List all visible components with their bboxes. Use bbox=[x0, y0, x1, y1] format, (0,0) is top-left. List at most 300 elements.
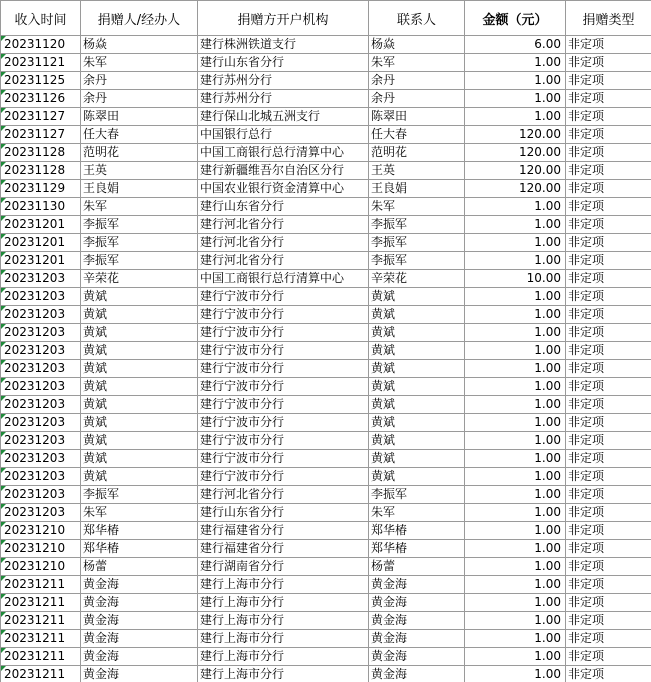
cell-date[interactable] bbox=[1, 378, 81, 396]
cell-date-text: 20231203 bbox=[4, 415, 66, 429]
cell-bank[interactable]: 建行苏州分行 bbox=[198, 72, 369, 90]
cell-type[interactable]: 非定项 bbox=[566, 612, 651, 630]
cell-date[interactable] bbox=[1, 144, 81, 162]
cell-type[interactable]: 非定项 bbox=[566, 630, 651, 648]
cell-bank[interactable]: 建行上海市分行 bbox=[198, 666, 369, 682]
cell-contact[interactable]: 李振军 bbox=[369, 486, 465, 504]
cell-type[interactable]: 非定项 bbox=[566, 468, 651, 486]
cell-date[interactable] bbox=[1, 540, 81, 558]
table-row bbox=[1, 216, 651, 234]
cell-donor[interactable]: 李振军 bbox=[81, 216, 198, 234]
cell-donor[interactable]: 王良娟 bbox=[81, 180, 198, 198]
number-as-text-marker-icon bbox=[1, 36, 6, 41]
cell-date[interactable] bbox=[1, 450, 81, 468]
cell-amount[interactable]: 1.00 bbox=[465, 216, 566, 234]
table-row bbox=[1, 162, 651, 180]
number-as-text-marker-icon bbox=[1, 522, 6, 527]
cell-date-text: 20231203 bbox=[4, 307, 66, 321]
number-as-text-marker-icon bbox=[1, 360, 6, 365]
number-as-text-marker-icon bbox=[1, 90, 6, 95]
number-as-text-marker-icon bbox=[1, 144, 6, 149]
cell-contact[interactable]: 余丹 bbox=[369, 72, 465, 90]
cell-amount[interactable]: 120.00 bbox=[465, 180, 566, 198]
number-as-text-marker-icon bbox=[1, 342, 6, 347]
number-as-text-marker-icon bbox=[1, 504, 6, 509]
cell-date[interactable] bbox=[1, 54, 81, 72]
cell-date[interactable] bbox=[1, 432, 81, 450]
cell-amount[interactable]: 1.00 bbox=[465, 54, 566, 72]
number-as-text-marker-icon bbox=[1, 180, 6, 185]
cell-donor[interactable]: 黄金海 bbox=[81, 576, 198, 594]
table-row bbox=[1, 486, 651, 504]
cell-contact[interactable]: 李振军 bbox=[369, 234, 465, 252]
cell-amount[interactable]: 1.00 bbox=[465, 360, 566, 378]
cell-date-text: 20231203 bbox=[4, 379, 66, 393]
cell-bank[interactable]: 中国银行总行 bbox=[198, 126, 369, 144]
cell-type[interactable]: 非定项 bbox=[566, 540, 651, 558]
cell-type[interactable]: 非定项 bbox=[566, 414, 651, 432]
cell-bank[interactable]: 建行宁波市分行 bbox=[198, 414, 369, 432]
cell-type[interactable]: 非定项 bbox=[566, 396, 651, 414]
cell-date-text: 20231203 bbox=[4, 397, 66, 411]
cell-date[interactable] bbox=[1, 216, 81, 234]
cell-donor[interactable]: 郑华椿 bbox=[81, 540, 198, 558]
cell-date[interactable] bbox=[1, 486, 81, 504]
cell-bank[interactable]: 建行宁波市分行 bbox=[198, 306, 369, 324]
cell-amount[interactable]: 120.00 bbox=[465, 144, 566, 162]
cell-amount[interactable]: 1.00 bbox=[465, 666, 566, 682]
cell-amount[interactable]: 120.00 bbox=[465, 126, 566, 144]
cell-type[interactable]: 非定项 bbox=[566, 270, 651, 288]
cell-date-text: 20231203 bbox=[4, 289, 66, 303]
cell-bank[interactable]: 建行福建省分行 bbox=[198, 522, 369, 540]
cell-contact[interactable]: 杨蕾 bbox=[369, 558, 465, 576]
cell-date[interactable] bbox=[1, 558, 81, 576]
cell-contact[interactable]: 余丹 bbox=[369, 90, 465, 108]
cell-contact[interactable]: 郑华椿 bbox=[369, 522, 465, 540]
cell-type[interactable]: 非定项 bbox=[566, 666, 651, 682]
cell-contact[interactable]: 朱军 bbox=[369, 54, 465, 72]
cell-amount[interactable]: 1.00 bbox=[465, 648, 566, 666]
cell-date[interactable] bbox=[1, 612, 81, 630]
cell-donor[interactable]: 陈翠田 bbox=[81, 108, 198, 126]
cell-amount[interactable]: 1.00 bbox=[465, 432, 566, 450]
cell-date[interactable] bbox=[1, 306, 81, 324]
cell-amount[interactable]: 1.00 bbox=[465, 468, 566, 486]
cell-contact[interactable]: 王良娟 bbox=[369, 180, 465, 198]
cell-date-text: 20231121 bbox=[4, 55, 66, 69]
cell-amount[interactable]: 1.00 bbox=[465, 576, 566, 594]
cell-date-text: 20231203 bbox=[4, 361, 66, 375]
cell-date[interactable] bbox=[1, 648, 81, 666]
cell-type[interactable]: 非定项 bbox=[566, 522, 651, 540]
table-row bbox=[1, 252, 651, 270]
table-row bbox=[1, 342, 651, 360]
cell-bank[interactable]: 建行株洲铁道支行 bbox=[198, 36, 369, 54]
table-row bbox=[1, 630, 651, 648]
cell-bank[interactable]: 建行上海市分行 bbox=[198, 630, 369, 648]
cell-bank[interactable]: 建行湖南省分行 bbox=[198, 558, 369, 576]
cell-date[interactable] bbox=[1, 342, 81, 360]
cell-donor[interactable]: 朱军 bbox=[81, 504, 198, 522]
cell-date-text: 20231126 bbox=[4, 91, 66, 105]
cell-donor[interactable]: 黄斌 bbox=[81, 306, 198, 324]
number-as-text-marker-icon bbox=[1, 108, 6, 113]
cell-contact[interactable]: 黄斌 bbox=[369, 378, 465, 396]
cell-bank[interactable]: 中国农业银行资金清算中心 bbox=[198, 180, 369, 198]
number-as-text-marker-icon bbox=[1, 162, 6, 167]
cell-amount[interactable]: 1.00 bbox=[465, 504, 566, 522]
table-row bbox=[1, 504, 651, 522]
cell-donor[interactable]: 李振军 bbox=[81, 486, 198, 504]
header-donor[interactable]: 捐赠人/经办人 bbox=[81, 1, 198, 36]
cell-donor[interactable]: 李振军 bbox=[81, 252, 198, 270]
cell-date-text: 20231203 bbox=[4, 433, 66, 447]
cell-date-text: 20231203 bbox=[4, 325, 66, 339]
cell-amount[interactable]: 1.00 bbox=[465, 324, 566, 342]
cell-contact[interactable]: 杨焱 bbox=[369, 36, 465, 54]
number-as-text-marker-icon bbox=[1, 252, 6, 257]
cell-amount[interactable]: 1.00 bbox=[465, 378, 566, 396]
cell-contact[interactable]: 陈翠田 bbox=[369, 108, 465, 126]
cell-type[interactable]: 非定项 bbox=[566, 198, 651, 216]
table-row bbox=[1, 360, 651, 378]
cell-bank[interactable]: 建行河北省分行 bbox=[198, 216, 369, 234]
number-as-text-marker-icon bbox=[1, 126, 6, 131]
number-as-text-marker-icon bbox=[1, 198, 6, 203]
cell-date[interactable] bbox=[1, 324, 81, 342]
cell-donor[interactable]: 黄金海 bbox=[81, 612, 198, 630]
cell-type[interactable]: 非定项 bbox=[566, 594, 651, 612]
table-row bbox=[1, 180, 651, 198]
cell-date-text: 20231211 bbox=[4, 577, 66, 591]
cell-contact[interactable]: 黄斌 bbox=[369, 360, 465, 378]
cell-contact[interactable]: 任大春 bbox=[369, 126, 465, 144]
table-row bbox=[1, 648, 651, 666]
cell-amount[interactable]: 6.00 bbox=[465, 36, 566, 54]
cell-date[interactable] bbox=[1, 36, 81, 54]
cell-contact[interactable]: 黄金海 bbox=[369, 576, 465, 594]
cell-date[interactable] bbox=[1, 162, 81, 180]
cell-bank[interactable]: 建行宁波市分行 bbox=[198, 378, 369, 396]
number-as-text-marker-icon bbox=[1, 234, 6, 239]
cell-amount[interactable]: 1.00 bbox=[465, 342, 566, 360]
cell-bank[interactable]: 建行宁波市分行 bbox=[198, 450, 369, 468]
cell-type[interactable]: 非定项 bbox=[566, 126, 651, 144]
cell-type[interactable]: 非定项 bbox=[566, 54, 651, 72]
cell-contact[interactable]: 黄金海 bbox=[369, 594, 465, 612]
cell-type[interactable]: 非定项 bbox=[566, 576, 651, 594]
table-row bbox=[1, 288, 651, 306]
cell-date-text: 20231203 bbox=[4, 451, 66, 465]
cell-contact[interactable]: 李振军 bbox=[369, 252, 465, 270]
cell-contact[interactable]: 黄斌 bbox=[369, 306, 465, 324]
cell-bank[interactable]: 建行河北省分行 bbox=[198, 252, 369, 270]
cell-donor[interactable]: 余丹 bbox=[81, 72, 198, 90]
cell-contact[interactable]: 范明花 bbox=[369, 144, 465, 162]
cell-amount[interactable]: 1.00 bbox=[465, 540, 566, 558]
cell-bank[interactable]: 建行宁波市分行 bbox=[198, 396, 369, 414]
cell-amount[interactable]: 1.00 bbox=[465, 72, 566, 90]
cell-amount[interactable]: 1.00 bbox=[465, 594, 566, 612]
cell-type[interactable]: 非定项 bbox=[566, 36, 651, 54]
cell-date[interactable] bbox=[1, 594, 81, 612]
cell-date[interactable] bbox=[1, 234, 81, 252]
cell-donor[interactable]: 朱军 bbox=[81, 54, 198, 72]
cell-donor[interactable]: 李振军 bbox=[81, 234, 198, 252]
number-as-text-marker-icon bbox=[1, 378, 6, 383]
cell-contact[interactable]: 黄斌 bbox=[369, 450, 465, 468]
cell-type[interactable]: 非定项 bbox=[566, 234, 651, 252]
cell-date[interactable] bbox=[1, 126, 81, 144]
cell-donor[interactable]: 任大春 bbox=[81, 126, 198, 144]
cell-type[interactable]: 非定项 bbox=[566, 162, 651, 180]
header-bank[interactable]: 捐赠方开户机构 bbox=[198, 1, 369, 36]
cell-contact[interactable]: 黄斌 bbox=[369, 324, 465, 342]
cell-date-text: 20231203 bbox=[4, 271, 66, 285]
number-as-text-marker-icon bbox=[1, 54, 6, 59]
cell-date[interactable] bbox=[1, 396, 81, 414]
cell-contact[interactable]: 黄金海 bbox=[369, 612, 465, 630]
number-as-text-marker-icon bbox=[1, 576, 6, 581]
table-row bbox=[1, 270, 651, 288]
cell-type[interactable]: 非定项 bbox=[566, 90, 651, 108]
cell-bank[interactable]: 建行宁波市分行 bbox=[198, 360, 369, 378]
table-row bbox=[1, 558, 651, 576]
cell-date[interactable] bbox=[1, 630, 81, 648]
cell-bank[interactable]: 建行宁波市分行 bbox=[198, 288, 369, 306]
table-row bbox=[1, 324, 651, 342]
cell-donor[interactable]: 黄金海 bbox=[81, 666, 198, 682]
cell-date[interactable] bbox=[1, 522, 81, 540]
cell-date[interactable] bbox=[1, 180, 81, 198]
cell-date[interactable] bbox=[1, 198, 81, 216]
cell-donor[interactable]: 余丹 bbox=[81, 90, 198, 108]
cell-donor[interactable]: 黄斌 bbox=[81, 414, 198, 432]
cell-date-text: 20231201 bbox=[4, 217, 66, 231]
cell-amount[interactable]: 1.00 bbox=[465, 90, 566, 108]
cell-donor[interactable]: 辛荣花 bbox=[81, 270, 198, 288]
cell-bank[interactable]: 建行河北省分行 bbox=[198, 234, 369, 252]
cell-date-text: 20231211 bbox=[4, 613, 66, 627]
header-date[interactable]: 收入时间 bbox=[1, 1, 81, 36]
table-row bbox=[1, 144, 651, 162]
cell-date-text: 20231210 bbox=[4, 523, 66, 537]
table-row bbox=[1, 198, 651, 216]
table-row bbox=[1, 72, 651, 90]
cell-type[interactable]: 非定项 bbox=[566, 432, 651, 450]
cell-contact[interactable]: 黄金海 bbox=[369, 666, 465, 682]
cell-donor[interactable]: 黄斌 bbox=[81, 360, 198, 378]
number-as-text-marker-icon bbox=[1, 612, 6, 617]
header-type[interactable]: 捐赠类型 bbox=[566, 1, 651, 36]
cell-contact[interactable]: 郑华椿 bbox=[369, 540, 465, 558]
cell-donor[interactable]: 黄斌 bbox=[81, 450, 198, 468]
cell-donor[interactable]: 杨蕾 bbox=[81, 558, 198, 576]
table-row bbox=[1, 378, 651, 396]
cell-contact[interactable]: 黄斌 bbox=[369, 414, 465, 432]
cell-type[interactable]: 非定项 bbox=[566, 108, 651, 126]
cell-date[interactable] bbox=[1, 666, 81, 682]
cell-donor[interactable]: 王英 bbox=[81, 162, 198, 180]
cell-amount[interactable]: 1.00 bbox=[465, 486, 566, 504]
header-row bbox=[1, 1, 651, 36]
table-body bbox=[1, 36, 651, 682]
cell-contact[interactable]: 黄斌 bbox=[369, 468, 465, 486]
cell-type[interactable]: 非定项 bbox=[566, 504, 651, 522]
cell-amount[interactable]: 1.00 bbox=[465, 450, 566, 468]
cell-amount[interactable]: 1.00 bbox=[465, 252, 566, 270]
cell-amount[interactable]: 1.00 bbox=[465, 558, 566, 576]
cell-donor[interactable]: 黄金海 bbox=[81, 630, 198, 648]
cell-bank[interactable]: 建行上海市分行 bbox=[198, 612, 369, 630]
cell-amount[interactable]: 1.00 bbox=[465, 522, 566, 540]
cell-amount[interactable]: 1.00 bbox=[465, 108, 566, 126]
cell-contact[interactable]: 朱军 bbox=[369, 198, 465, 216]
cell-bank[interactable]: 建行福建省分行 bbox=[198, 540, 369, 558]
cell-amount[interactable]: 1.00 bbox=[465, 630, 566, 648]
table-row bbox=[1, 666, 651, 682]
cell-date[interactable] bbox=[1, 288, 81, 306]
cell-bank[interactable]: 建行河北省分行 bbox=[198, 486, 369, 504]
cell-donor[interactable]: 黄斌 bbox=[81, 432, 198, 450]
cell-date-text: 20231203 bbox=[4, 343, 66, 357]
cell-type[interactable]: 非定项 bbox=[566, 288, 651, 306]
cell-donor[interactable]: 朱军 bbox=[81, 198, 198, 216]
table-row bbox=[1, 396, 651, 414]
cell-donor[interactable]: 黄斌 bbox=[81, 468, 198, 486]
cell-donor[interactable]: 黄斌 bbox=[81, 342, 198, 360]
cell-type[interactable]: 非定项 bbox=[566, 648, 651, 666]
cell-donor[interactable]: 黄斌 bbox=[81, 378, 198, 396]
cell-type[interactable]: 非定项 bbox=[566, 306, 651, 324]
cell-bank[interactable]: 建行上海市分行 bbox=[198, 648, 369, 666]
cell-date[interactable] bbox=[1, 90, 81, 108]
cell-type[interactable]: 非定项 bbox=[566, 252, 651, 270]
cell-contact[interactable]: 黄斌 bbox=[369, 396, 465, 414]
cell-contact[interactable]: 黄金海 bbox=[369, 648, 465, 666]
cell-bank[interactable]: 建行新疆维吾尔自治区分行 bbox=[198, 162, 369, 180]
cell-date[interactable] bbox=[1, 252, 81, 270]
cell-type[interactable]: 非定项 bbox=[566, 180, 651, 198]
cell-amount[interactable]: 10.00 bbox=[465, 270, 566, 288]
cell-contact[interactable]: 王英 bbox=[369, 162, 465, 180]
cell-bank[interactable]: 中国工商银行总行清算中心 bbox=[198, 270, 369, 288]
cell-date-text: 20231129 bbox=[4, 181, 66, 195]
table-row bbox=[1, 594, 651, 612]
cell-contact[interactable]: 李振军 bbox=[369, 216, 465, 234]
cell-type[interactable]: 非定项 bbox=[566, 216, 651, 234]
cell-date[interactable] bbox=[1, 72, 81, 90]
table-row bbox=[1, 468, 651, 486]
cell-type[interactable]: 非定项 bbox=[566, 360, 651, 378]
cell-type[interactable]: 非定项 bbox=[566, 144, 651, 162]
number-as-text-marker-icon bbox=[1, 594, 6, 599]
cell-contact[interactable]: 黄斌 bbox=[369, 432, 465, 450]
cell-date[interactable] bbox=[1, 504, 81, 522]
cell-date[interactable] bbox=[1, 108, 81, 126]
cell-bank[interactable]: 建行苏州分行 bbox=[198, 90, 369, 108]
number-as-text-marker-icon bbox=[1, 432, 6, 437]
cell-date-text: 20231120 bbox=[4, 37, 66, 51]
cell-contact[interactable]: 黄金海 bbox=[369, 630, 465, 648]
table-row bbox=[1, 450, 651, 468]
cell-type[interactable]: 非定项 bbox=[566, 558, 651, 576]
cell-date-text: 20231210 bbox=[4, 559, 66, 573]
cell-date-text: 20231203 bbox=[4, 505, 66, 519]
cell-amount[interactable]: 1.00 bbox=[465, 198, 566, 216]
cell-date-text: 20231128 bbox=[4, 145, 66, 159]
cell-date[interactable] bbox=[1, 468, 81, 486]
cell-bank[interactable]: 建行宁波市分行 bbox=[198, 468, 369, 486]
cell-donor[interactable]: 杨焱 bbox=[81, 36, 198, 54]
cell-type[interactable]: 非定项 bbox=[566, 450, 651, 468]
cell-type[interactable]: 非定项 bbox=[566, 324, 651, 342]
cell-date[interactable] bbox=[1, 576, 81, 594]
number-as-text-marker-icon bbox=[1, 666, 6, 671]
cell-bank[interactable]: 建行山东省分行 bbox=[198, 54, 369, 72]
number-as-text-marker-icon bbox=[1, 558, 6, 563]
cell-donor[interactable]: 黄斌 bbox=[81, 288, 198, 306]
cell-date[interactable] bbox=[1, 414, 81, 432]
table-row bbox=[1, 126, 651, 144]
cell-amount[interactable]: 1.00 bbox=[465, 306, 566, 324]
cell-type[interactable]: 非定项 bbox=[566, 72, 651, 90]
cell-donor[interactable]: 黄金海 bbox=[81, 648, 198, 666]
header-contact[interactable]: 联系人 bbox=[369, 1, 465, 36]
cell-date-text: 20231128 bbox=[4, 163, 66, 177]
cell-donor[interactable]: 黄斌 bbox=[81, 396, 198, 414]
cell-donor[interactable]: 郑华椿 bbox=[81, 522, 198, 540]
cell-bank[interactable]: 建行宁波市分行 bbox=[198, 432, 369, 450]
cell-date[interactable] bbox=[1, 360, 81, 378]
cell-contact[interactable]: 黄斌 bbox=[369, 342, 465, 360]
cell-bank[interactable]: 中国工商银行总行清算中心 bbox=[198, 144, 369, 162]
cell-date-text: 20231211 bbox=[4, 667, 66, 681]
cell-contact[interactable]: 黄斌 bbox=[369, 288, 465, 306]
number-as-text-marker-icon bbox=[1, 414, 6, 419]
cell-donor[interactable]: 范明花 bbox=[81, 144, 198, 162]
cell-amount[interactable]: 1.00 bbox=[465, 414, 566, 432]
cell-amount[interactable]: 1.00 bbox=[465, 396, 566, 414]
header-amount[interactable]: 金额（元） bbox=[465, 1, 566, 36]
cell-bank[interactable]: 建行上海市分行 bbox=[198, 594, 369, 612]
cell-bank[interactable]: 建行上海市分行 bbox=[198, 576, 369, 594]
cell-bank[interactable]: 建行保山北城五洲支行 bbox=[198, 108, 369, 126]
cell-date[interactable] bbox=[1, 270, 81, 288]
cell-date-text: 20231203 bbox=[4, 487, 66, 501]
number-as-text-marker-icon bbox=[1, 396, 6, 401]
cell-donor[interactable]: 黄斌 bbox=[81, 324, 198, 342]
cell-bank[interactable]: 建行山东省分行 bbox=[198, 504, 369, 522]
cell-contact[interactable]: 辛荣花 bbox=[369, 270, 465, 288]
cell-bank[interactable]: 建行宁波市分行 bbox=[198, 342, 369, 360]
cell-amount[interactable]: 1.00 bbox=[465, 234, 566, 252]
cell-type[interactable]: 非定项 bbox=[566, 378, 651, 396]
cell-type[interactable]: 非定项 bbox=[566, 486, 651, 504]
cell-contact[interactable]: 朱军 bbox=[369, 504, 465, 522]
cell-type[interactable]: 非定项 bbox=[566, 342, 651, 360]
cell-donor[interactable]: 黄金海 bbox=[81, 594, 198, 612]
cell-amount[interactable]: 1.00 bbox=[465, 612, 566, 630]
cell-amount[interactable]: 120.00 bbox=[465, 162, 566, 180]
cell-amount[interactable]: 1.00 bbox=[465, 288, 566, 306]
number-as-text-marker-icon bbox=[1, 216, 6, 221]
cell-bank[interactable]: 建行山东省分行 bbox=[198, 198, 369, 216]
number-as-text-marker-icon bbox=[1, 630, 6, 635]
table-row bbox=[1, 306, 651, 324]
cell-bank[interactable]: 建行宁波市分行 bbox=[198, 324, 369, 342]
